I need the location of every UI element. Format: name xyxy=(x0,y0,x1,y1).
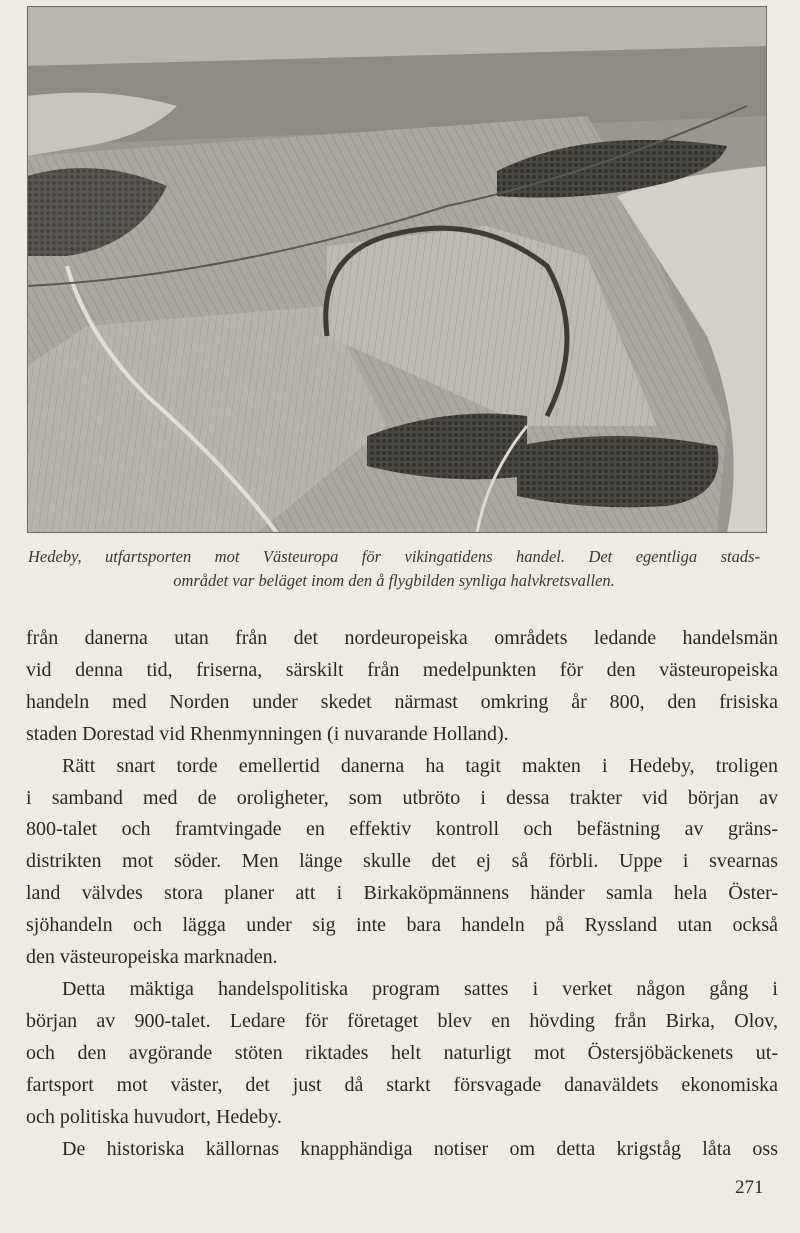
text-line: från danerna utan från det nordeuropeiska områdets ledande handelsmän xyxy=(26,627,778,649)
text-line: och politiska huvudort, Hedeby. xyxy=(26,1105,282,1128)
text-line: 800-talet och framtvingade en effektiv kontroll och befästning av gräns- xyxy=(26,818,778,841)
paragraph-4 xyxy=(26,1134,778,1166)
text-line: början av 900-talet. Ledare för företaget blev en hövding från Birka, Olov, xyxy=(26,1009,778,1032)
woods-lower xyxy=(517,436,718,507)
text-line: vid denna tid, friserna, särskilt från medelpunkten för den västeuropeiska xyxy=(26,658,778,681)
text-line: i samband med de oroligheter, som utbröto i dessa trakter vid början av xyxy=(26,786,778,809)
text-line: den västeuropeiska marknaden. xyxy=(26,946,278,969)
text-line: De historiska källornas knapphändiga notiser om detta krigståg låta oss xyxy=(62,1137,778,1160)
text-line: Rätt snart torde emellertid danerna ha tagit makten i Hedeby, troligen xyxy=(62,754,778,777)
caption-line-1: Hedeby, utfartsporten mot Västeuropa för vikingatidens handel. Det egentliga stads- xyxy=(28,547,760,566)
text-line: distrikten mot söder. Men länge skulle det ej så förbli. Uppe i svearnas xyxy=(26,850,778,873)
text-line: Detta mäktiga handelspolitiska program sattes i verket någon gång i xyxy=(62,977,778,1000)
text-line: handeln med Norden under skedet närmast omkring år 800, den frisiska xyxy=(26,690,778,713)
text-line: land välvdes stora planer att i Birkaköpmännens händer samla hela Öster- xyxy=(26,882,778,905)
body-text xyxy=(26,623,778,1165)
figure-caption xyxy=(28,545,760,593)
paragraph-2 xyxy=(26,751,778,974)
text-line: staden Dorestad vid Rhenmynningen (i nuvarande Holland). xyxy=(26,722,509,745)
aerial-photo xyxy=(27,6,767,533)
page-number: 271 xyxy=(735,1177,764,1198)
paragraph-1 xyxy=(26,623,778,751)
text-line: fartsport mot väster, det just då starkt försvagade danaväldets ekonomiska xyxy=(26,1073,778,1096)
text-line: sjöhandeln och lägga under sig inte bara handeln på Ryssland utan också xyxy=(26,914,778,937)
text-line: och den avgörande stöten riktades helt naturligt mot Östersjöbäckenets ut- xyxy=(26,1041,778,1064)
paragraph-3 xyxy=(26,974,778,1134)
caption-line-2: området var beläget inom den å flygbilden synliga halvkretsvallen. xyxy=(173,571,615,590)
aerial-photo-illustration xyxy=(27,6,767,533)
